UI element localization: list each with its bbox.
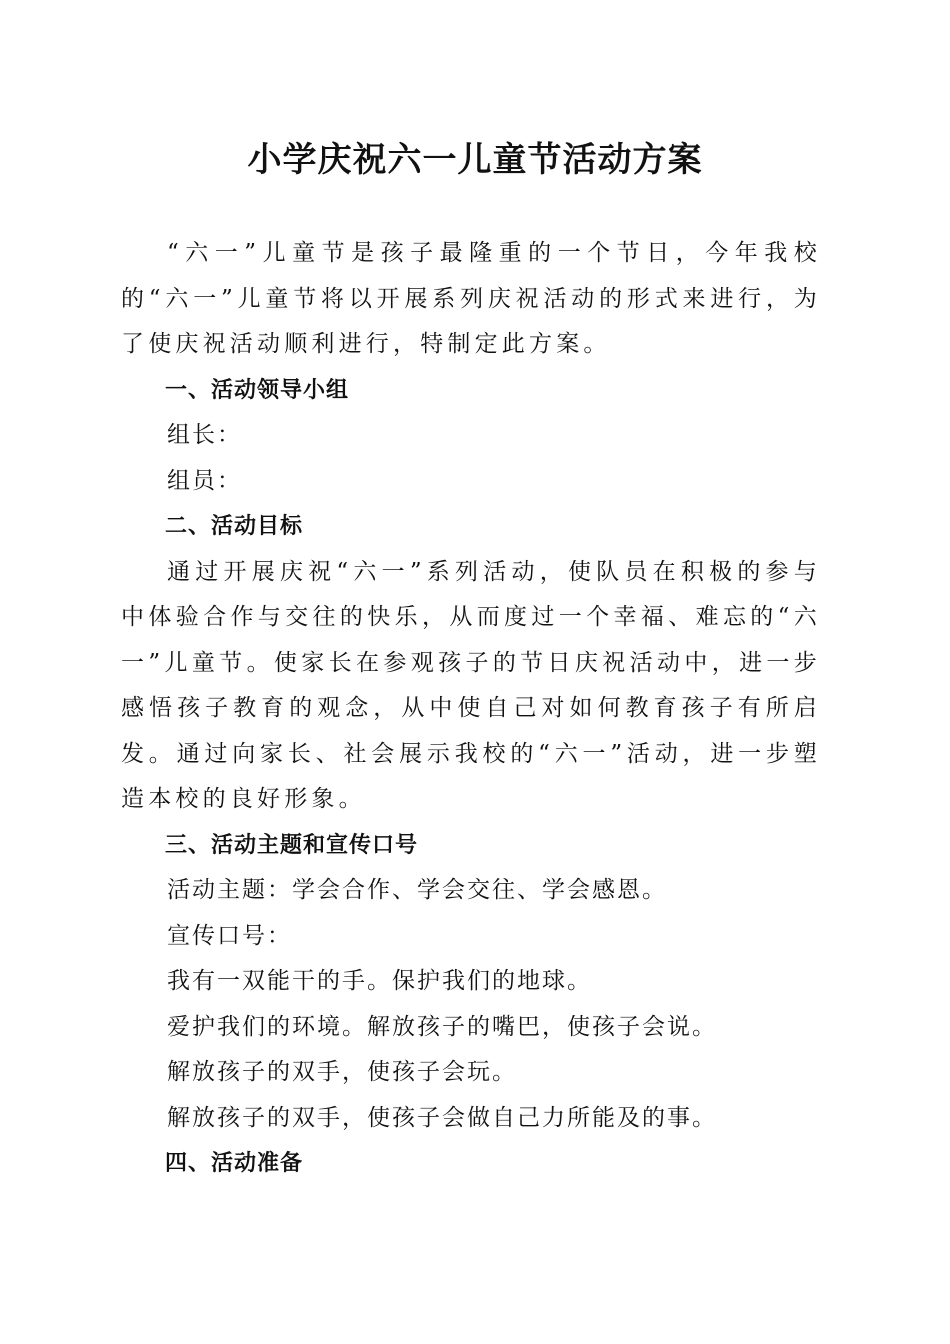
goals-paragraph: 通过开展庆祝“六一”系列活动，使队员在积极的参与中体验合作与交往的快乐，从而度过一个幸福、难忘的“六一”儿童节。使家长在参观孩子的节日庆祝活动中，进一步感悟孩子教育的观念，从中使自己对如何教育孩子有所启发。通过向家长、社会展示我校的“六一”活动，进一步塑造本校的良好形象。 bbox=[121, 558, 821, 812]
document-body bbox=[121, 231, 821, 1187]
slogan-line: 解放孩子的双手，使孩子会玩。 bbox=[167, 1059, 517, 1085]
section-heading-theme-slogan: 三、活动主题和宣传口号 bbox=[165, 832, 419, 858]
section-heading-leadership: 一、活动领导小组 bbox=[165, 377, 350, 403]
document-title: 小学庆祝六一儿童节活动方案 bbox=[247, 140, 703, 180]
members-line: 组员： bbox=[167, 467, 242, 494]
theme-line: 活动主题：学会合作、学会交往、学会感恩。 bbox=[167, 877, 667, 903]
slogan-line: 我有一双能干的手。保护我们的地球。 bbox=[167, 968, 592, 994]
slogan-line: 解放孩子的双手，使孩子会做自己力所能及的事。 bbox=[167, 1104, 717, 1131]
leader-line: 组长： bbox=[167, 422, 242, 448]
intro-paragraph: “六一”儿童节是孩子最隆重的一个节日，今年我校的“六一”儿童节将以开展系列庆祝活动的形式来进行，为了使庆祝活动顺利进行，特制定此方案。 bbox=[121, 240, 821, 357]
slogan-line: 爱护我们的环境。解放孩子的嘴巴，使孩子会说。 bbox=[167, 1013, 717, 1040]
slogan-label: 宣传口号： bbox=[167, 922, 292, 949]
section-heading-preparation: 四、活动准备 bbox=[165, 1151, 304, 1176]
section-heading-goals: 二、活动目标 bbox=[165, 514, 304, 539]
